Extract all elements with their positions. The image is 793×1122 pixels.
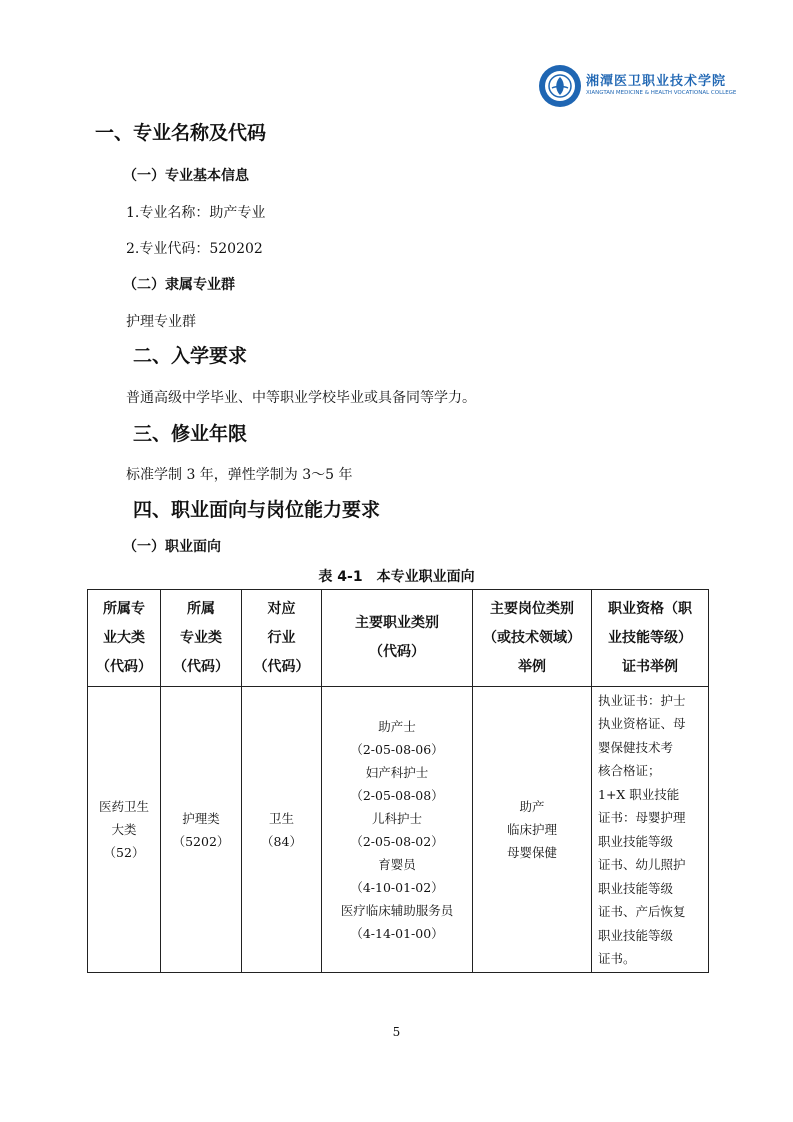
college-logo — [538, 64, 737, 108]
cell-occupations: 助产士 （2-05-08-06） 妇产科护士 （2-05-08-08） 儿科护士 （2-05-08-02） 育婴员 （4-10-01-02） 医疗临床辅助服务员 （4-14-01-00） — [322, 687, 473, 973]
header-major-class: 所属 专业类 （代码） — [161, 590, 242, 687]
header-certificates: 职业资格（职 业技能等级） 证书举例 — [592, 590, 709, 687]
cell-positions: 助产 临床护理 母婴保健 — [473, 687, 592, 973]
header-industry: 对应 行业 （代码） — [242, 590, 322, 687]
study-duration: 标准学制 3 年，弹性学制为 3～5 年 — [126, 467, 353, 483]
college-seal-icon — [538, 64, 582, 108]
cell-category: 医药卫生 大类 （52） — [88, 687, 161, 973]
cell-major-class: 护理类 （5202） — [161, 687, 242, 973]
section-2-title: 二、入学要求 — [133, 345, 248, 367]
major-group: 护理专业群 — [126, 314, 196, 330]
header-positions: 主要岗位类别 （或技术领域） 举例 — [473, 590, 592, 687]
page-number: 5 — [392, 1025, 401, 1039]
cell-certificates: 执业证书：护士 执业资格证、母 婴保健技术考 核合格证； 1+X 职业技能 证书：母婴护理 职业技能等级 证书、幼儿照护 职业技能等级 证书、产后恢复 职业技能等级 证书。 — [592, 687, 709, 973]
career-orientation-table — [87, 589, 709, 973]
section-1-title: 一、专业名称及代码 — [95, 122, 267, 144]
header-category: 所属专 业大类 （代码） — [88, 590, 161, 687]
major-code: 2.专业代码：520202 — [126, 241, 263, 257]
section-4-title: 四、职业面向与岗位能力要求 — [133, 499, 381, 521]
section-1-subheading-1: （一）专业基本信息 — [123, 168, 249, 184]
section-4-subheading-1: （一）职业面向 — [123, 539, 221, 555]
header-occupations: 主要职业类别 （代码） — [322, 590, 473, 687]
section-1-subheading-2: （二）隶属专业群 — [123, 277, 235, 293]
section-3-title: 三、修业年限 — [133, 423, 248, 445]
college-name-en: XIANGTAN MEDICINE & HEALTH VOCATIONAL COLLEGE — [586, 90, 737, 96]
college-name-cn: 湘潭医卫职业技术学院 — [586, 74, 727, 89]
major-name: 1.专业名称：助产专业 — [126, 205, 266, 221]
admission-requirement: 普通高级中学毕业、中等职业学校毕业或具备同等学力。 — [126, 390, 476, 406]
table-caption: 表 4-1 本专业职业面向 — [318, 569, 475, 585]
cell-industry: 卫生 （84） — [242, 687, 322, 973]
table-header-row — [88, 590, 709, 687]
table-row — [88, 687, 709, 973]
